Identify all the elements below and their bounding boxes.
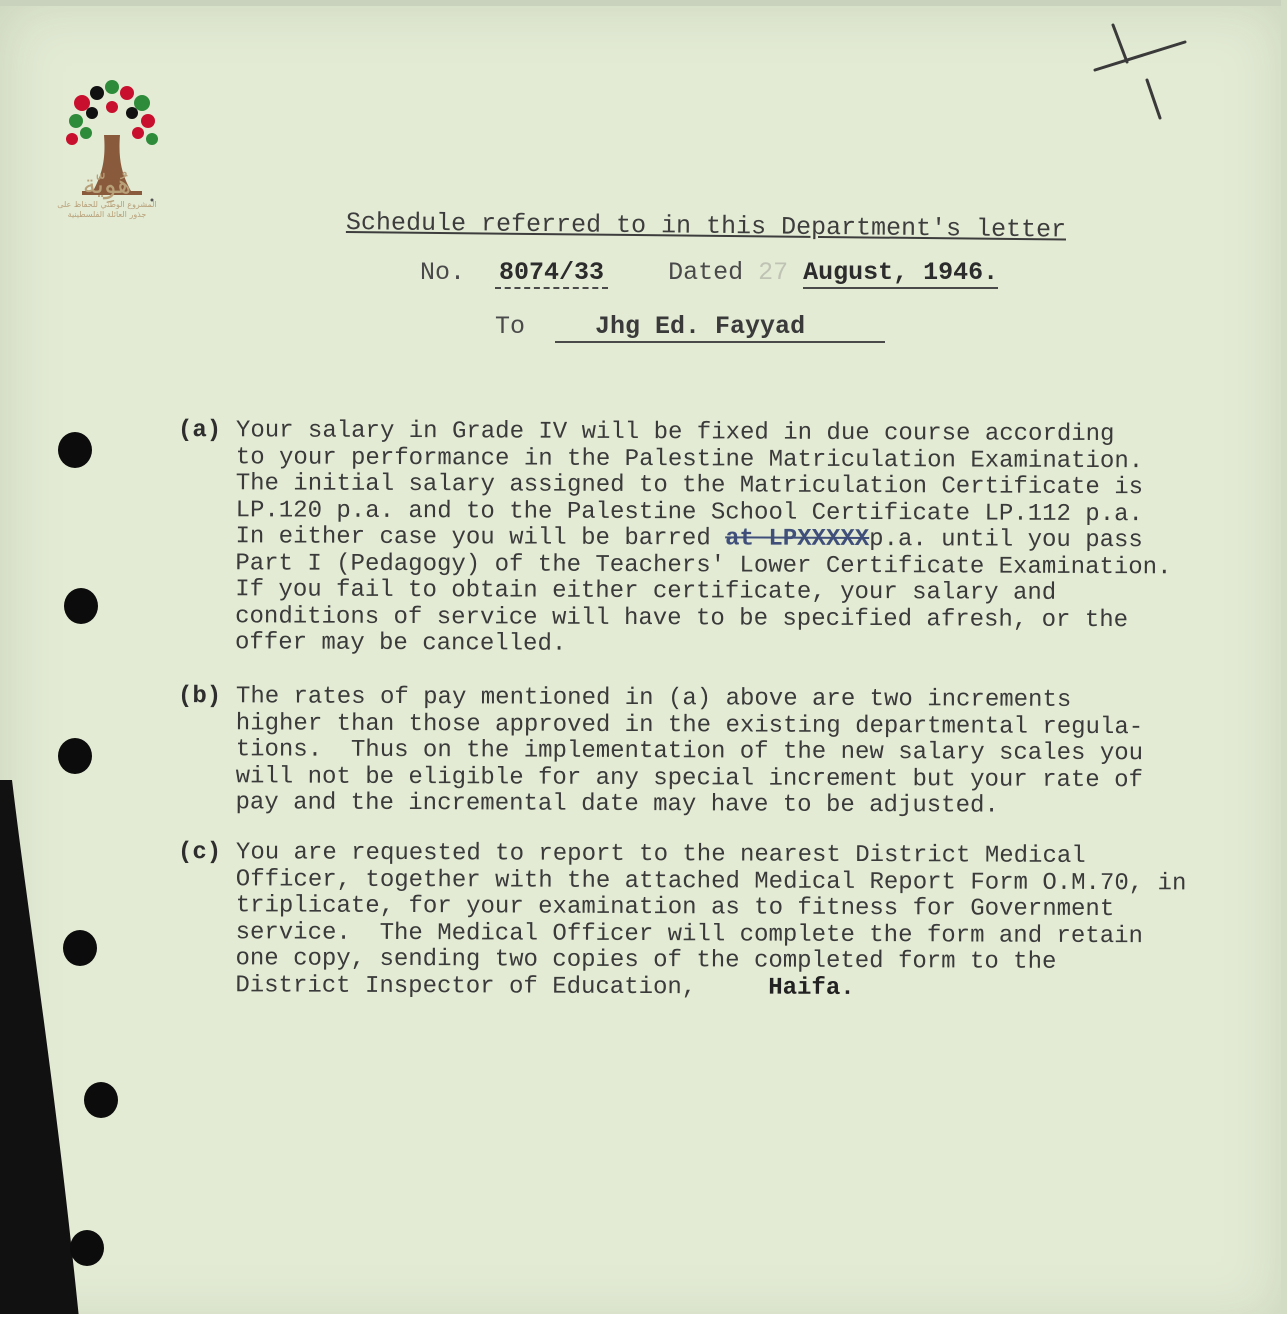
scan-bottom-edge [0,1314,1287,1328]
text-line: to your performance in the Palestine Matriculation Examination. [235,443,1144,475]
recipient-name: Jhg Ed. Fayyad [555,312,885,343]
punch-hole [84,1082,118,1118]
punch-hole [64,588,98,624]
punch-hole [58,738,92,774]
logo-script: هُوِيّة [82,170,132,200]
scan-top-edge [0,0,1287,6]
text-line: offer may be cancelled. [234,629,567,658]
reference-number: 8074/33 [495,258,608,289]
text-segment: p.a. until you pass [869,526,1143,555]
text-line: Part I (Pedagogy) of the Teachers' Lower Certificate Examination. [235,549,1172,581]
text-line: tions. Thus on the implementation of the new salary scales you [235,736,1144,768]
text-line: The rates of pay mentioned in (a) above are two increments [235,683,1072,714]
logo-text [52,170,162,220]
scan-right-edge [1281,0,1287,1328]
text-line: If you fail to obtain either certificate, your salary and [235,576,1057,607]
date-value: August, 1946. [803,258,999,287]
text-segment: District Inspector of Education, [235,971,697,1001]
paragraph-marker: (a) [177,417,222,445]
text-segment: In either case you will be barred [235,523,711,553]
paragraph-c [177,840,1226,1004]
text-line: one copy, sending two copies of the completed form to the [235,945,1057,976]
paragraph-a [177,418,1226,661]
reference-line [420,258,998,287]
struck-out-amount: at LPXXXXX [725,525,870,554]
text-line: triplicate, for your examination as to fitness for Government [235,892,1115,924]
text-line: You are requested to report to the nearest District Medical [235,839,1086,870]
text-line: service. The Medical Officer will complete the form and retain [235,918,1144,950]
text-line: pay and the incremental date may have to be adjusted. [235,789,999,820]
paragraph-marker: (c) [177,839,222,867]
logo-subtitle: جذور العائلة الفلسطينية [67,210,147,219]
logo-subtitle: المشروع الوطني للحفاظ على [57,200,157,209]
text-line: conditions of service will have to be specified afresh, or the [235,602,1129,634]
page-title: Schedule referred to in this Department's letter [345,208,1067,245]
text-line: LP.120 p.a. and to the Palestine School Certificate LP.112 p.a. [235,496,1144,528]
to-label: To [495,312,526,341]
punch-hole [70,1230,104,1266]
text-line: Your salary in Grade IV will be fixed in due course according [235,417,1115,449]
punch-hole [58,432,92,468]
dated-label: Dated [668,258,744,287]
punch-hole [63,930,97,966]
recipient-line [495,312,885,343]
paragraph-marker: (b) [177,683,222,711]
text-line: higher than those approved in the existing departmental regula- [235,709,1144,741]
district-name: Haifa. [768,974,855,1002]
no-label: No. [420,258,466,287]
pencil-annotation [1085,10,1205,130]
text-line: The initial salary assigned to the Matriculation Certificate is [235,470,1144,502]
date-day: 27 [758,258,789,287]
paragraph-b [177,684,1226,821]
text-line: Officer, together with the attached Medical Report Form O.M.70, in [235,865,1187,897]
text-line: will not be eligible for any special increment but your rate of [235,762,1144,794]
text-line [235,973,1225,1004]
